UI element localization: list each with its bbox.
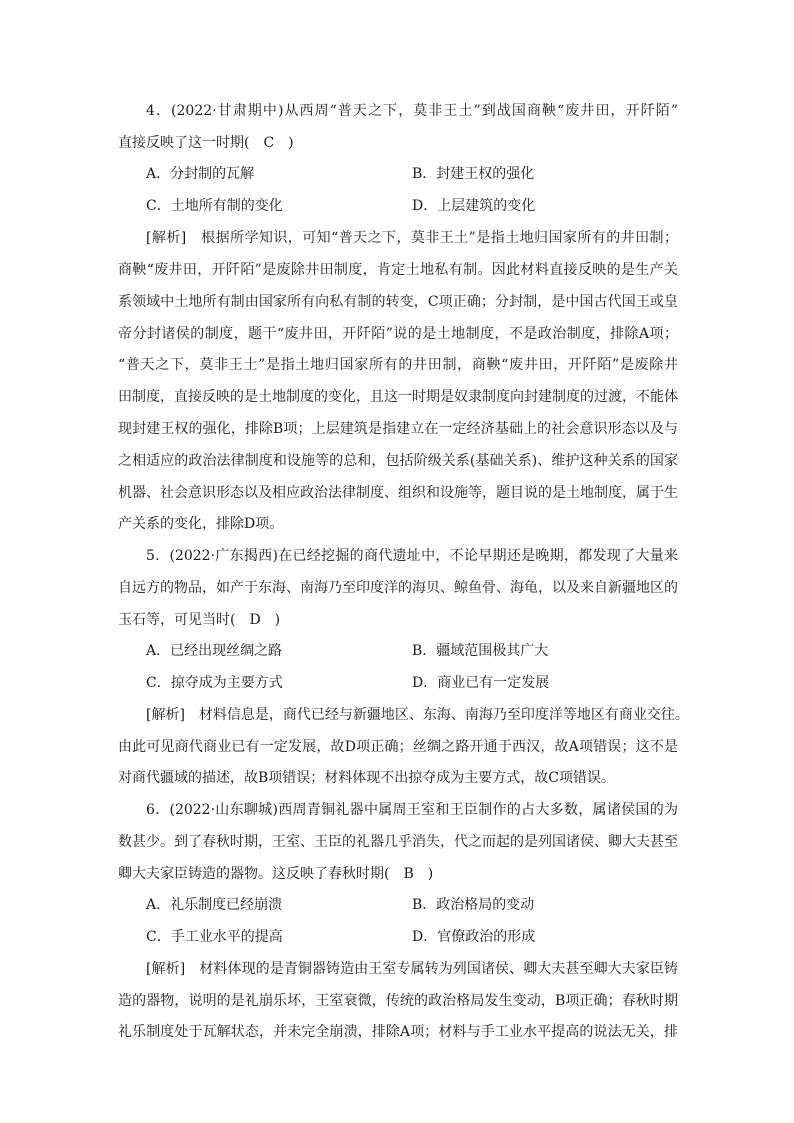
q6-option-c: C．手工业水平的提高 (146, 929, 283, 945)
q4-option-b: B．封建王权的强化 (412, 166, 535, 182)
q6-analysis-line-2: 造的器物，说明的是礼崩乐坏，王室衰微，传统的政治格局发生变动，B项正确；春秋时期 (118, 993, 678, 1009)
q6-option-b: B．政治格局的变动 (412, 897, 535, 913)
q5-stem-line-2: 自远方的物品，如产于东海、南海乃至印度洋的海贝、鲸鱼骨、海龟，以及来自新疆地区的 (118, 580, 678, 596)
q6-analysis-line-1: [解析] 材料体现的是青铜器铸造由王室专属转为列国诸侯、卿大夫甚至卿大夫家臣铸 (146, 961, 678, 977)
q6-stem-line-2: 数甚少。到了春秋时期，王室、王臣的礼器几乎消失，代之而起的是列国诸侯、卿大夫甚至 (118, 834, 678, 850)
q5-option-c: C．掠夺成为主要方式 (146, 675, 283, 691)
q6-option-d: D．官僚政治的形成 (412, 929, 536, 945)
q5-analysis-line-1: [解析] 材料信息是，商代已经与新疆地区、东海、南海乃至印度洋等地区有商业交往。 (146, 707, 689, 723)
q4-stem-line-1: 4．(2022·甘肃期中)从西周“普天之下，莫非王土”到战国商鞅“废井田，开阡陌” (146, 103, 678, 119)
q4-analysis-line-6: 田制度，直接反映的是土地制度的变化，且这一时期是奴隶制度向封建制度的过渡，不能体 (118, 389, 678, 405)
q5-stem-line-3: 玉石等，可见当时( D ) (118, 612, 281, 628)
q6-analysis-line-3: 礼乐制度处于瓦解状态，并未完全崩溃，排除A项；材料与手工业水平提高的说法无关，排 (118, 1024, 678, 1040)
q4-analysis-line-8: 之相适应的政治法律制度和设施等的总和，包括阶级关系(基础关系)、维护这种关系的国家 (118, 453, 678, 469)
q4-analysis-line-9: 机器、社会意识形态以及相应政治法律制度、组织和设施等，题目说的是土地制度，属于生 (118, 485, 678, 501)
q5-option-b: B．疆域范围极其广大 (412, 643, 549, 659)
q4-analysis-line-1: [解析] 根据所学知识，可知“普天之下，莫非王土”是指土地归国家所有的井田制； (146, 230, 678, 246)
q4-analysis-line-5: “普天之下，莫非王土”是指土地归国家所有的井田制，商鞅“废井田，开阡陌”是废除井 (118, 357, 678, 373)
q6-stem-line-1: 6．(2022·山东聊城)西周青铜礼器中属周王室和王臣制作的占大多数，属诸侯国的为 (146, 802, 678, 818)
q4-analysis-line-2: 商鞅“废井田，开阡陌”是废除井田制度，肯定土地私有制。因此材料直接反映的是生产关 (118, 262, 678, 278)
q5-option-d: D．商业已有一定发展 (412, 675, 550, 691)
q4-analysis-line-7: 现封建王权的强化，排除B项；上层建筑是指建立在一定经济基础上的社会意识形态以及与 (118, 421, 678, 437)
q4-stem-line-2: 直接反映了这一时期( C ) (118, 135, 294, 151)
q5-stem-line-1: 5．(2022·广东揭西)在已经挖掘的商代遗址中，不论早期还是晚期，都发现了大量来 (146, 548, 678, 564)
q5-option-a: A．已经出现丝绸之路 (146, 643, 283, 659)
q4-analysis-line-10: 产关系的变化，排除D项。 (118, 516, 284, 532)
q6-stem-line-3: 卿大夫家臣铸造的器物。这反映了春秋时期( B ) (118, 866, 434, 882)
q4-option-a: A．分封制的瓦解 (146, 166, 255, 182)
q6-option-a: A．礼乐制度已经崩溃 (146, 897, 283, 913)
q4-option-c: C．土地所有制的变化 (146, 198, 283, 214)
q4-option-d: D．上层建筑的变化 (412, 198, 536, 214)
q4-analysis-line-4: 帝分封诸侯的制度，题干“废井田，开阡陌”说的是土地制度，不是政治制度，排除A项； (118, 326, 678, 342)
q5-analysis-line-2: 由此可见商代商业已有一定发展，故D项正确；丝绸之路开通于西汉，故A项错误；这不是 (118, 739, 678, 755)
q4-analysis-line-3: 系领域中土地所有制由国家所有向私有制的转变，C项正确；分封制，是中国古代国王或皇 (118, 294, 678, 310)
q5-analysis-line-3: 对商代疆域的描述，故B项错误；材料体现不出掠夺成为主要方式，故C项错误。 (118, 770, 615, 786)
